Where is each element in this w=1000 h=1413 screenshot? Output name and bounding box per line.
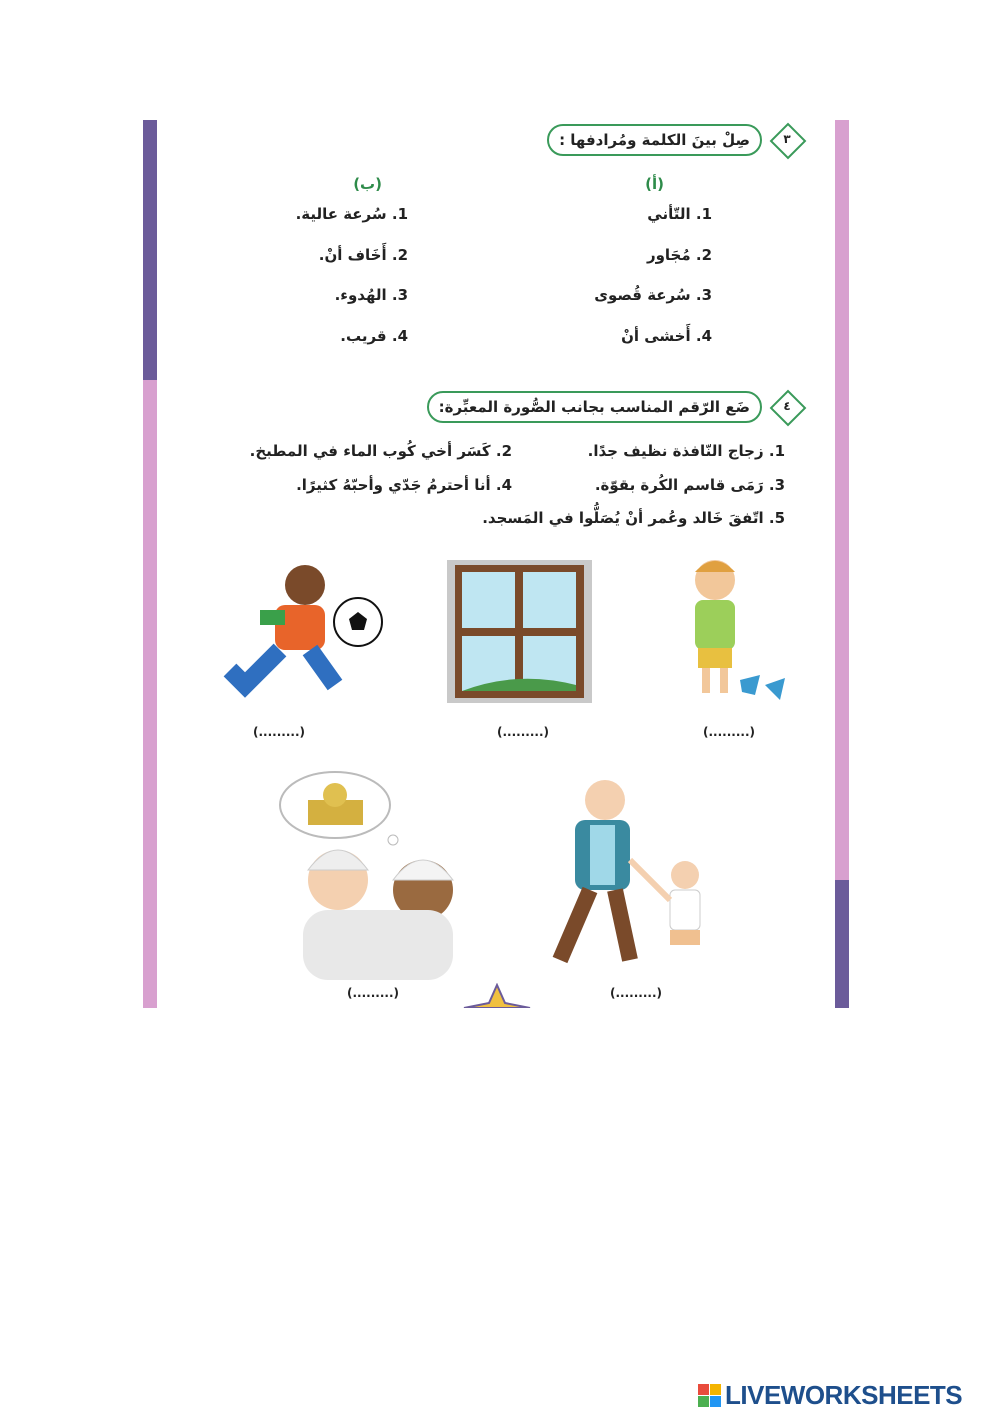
section3-title: صِلْ بينَ الكلمة ومُرادفها : (547, 124, 762, 156)
window-image (447, 560, 592, 703)
section3-number: ٣ (783, 132, 791, 146)
boy-broken-glass-image (660, 550, 790, 715)
liveworksheets-logo (698, 1380, 962, 1411)
column-b-item: 1. سُرعة عالية. (295, 205, 408, 223)
sentence: 5. اتّفقَ خَالد وعُمر أنْ يُصَلُّوا في المَسجد. (482, 509, 785, 527)
boys-thinking-mosque-image (278, 770, 468, 1000)
column-a-item: 4. أَخشى أنْ (621, 327, 712, 345)
column-b-item: 2. أَخَاف أنْ. (318, 246, 408, 264)
column-b-item: 3. الهُدوء. (334, 286, 408, 304)
right-border-purple (835, 880, 849, 1008)
sentence: 4. أنا أحترمُ جَدّي وأحبّهُ كثيرًا. (296, 476, 512, 494)
sentence: 2. كَسَر أخي كُوب الماء في المطبخ. (249, 442, 512, 460)
logo-text: LIVEWORKSHEETS (725, 1380, 963, 1410)
column-a-item: 2. مُجَاور (646, 246, 712, 264)
left-border-purple (143, 120, 157, 380)
section4-number: ٤ (783, 399, 791, 413)
column-b-item: 4. قريب. (340, 327, 408, 345)
star-decoration-icon (462, 983, 532, 1008)
grandfather-and-boy-image (545, 775, 720, 975)
answer-blank[interactable]: (.........) (497, 725, 549, 739)
sentence: 3. رَمَى قاسم الكُرة بقوّة. (594, 476, 785, 494)
column-a-item: 3. سُرعة قُصوى (594, 286, 712, 304)
logo-blocks-icon (698, 1384, 722, 1408)
answer-blank[interactable]: (.........) (347, 986, 399, 1000)
left-border-pink (143, 380, 157, 1008)
column-a-item: 1. التّأني (647, 205, 712, 223)
sentence: 1. زجاج النّافذة نظيف جدًا. (587, 442, 785, 460)
answer-blank[interactable]: (.........) (610, 986, 662, 1000)
column-b-header: (ب) (353, 175, 382, 193)
boy-kicking-ball-image (215, 560, 385, 705)
answer-blank[interactable]: (.........) (703, 725, 755, 739)
answer-blank[interactable]: (.........) (253, 725, 305, 739)
section4-title: ضَع الرّقم المناسب بجانب الصُّورة المعبِّرة: (427, 391, 762, 423)
column-a-header: (أ) (645, 175, 664, 193)
right-border-pink (835, 120, 849, 880)
